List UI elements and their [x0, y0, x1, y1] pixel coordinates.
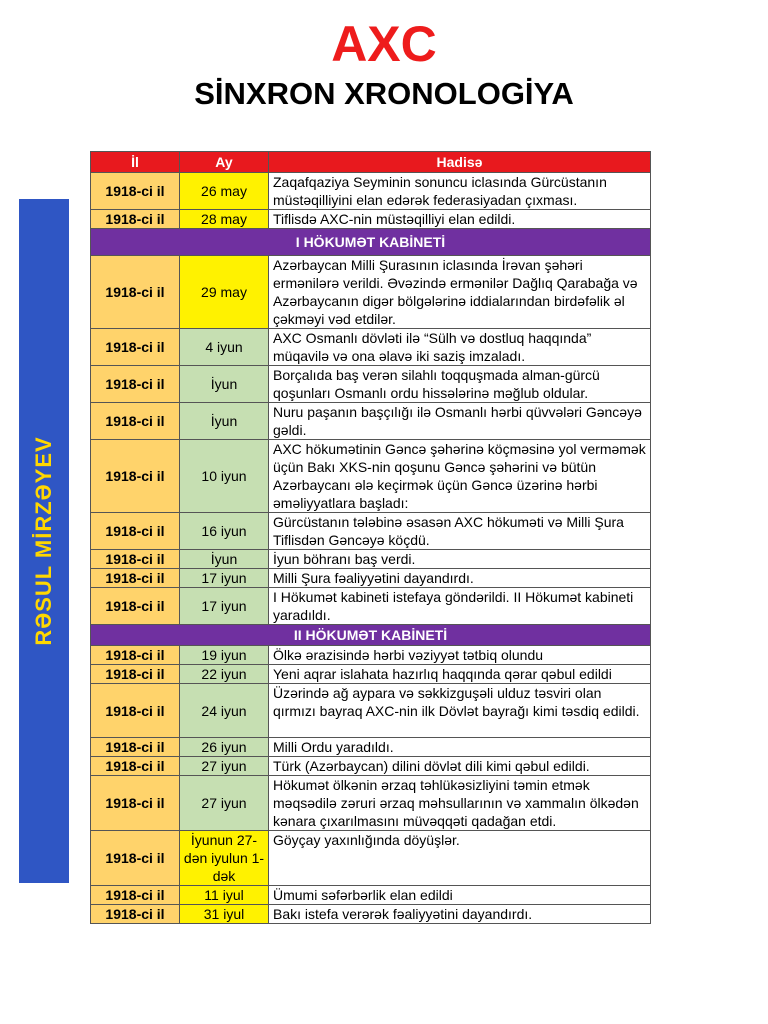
table-row [91, 646, 651, 665]
year-cell: 1918-ci il [91, 569, 180, 588]
table-row [91, 513, 651, 550]
year-cell: 1918-ci il [91, 210, 180, 229]
month-cell: 28 may [180, 210, 269, 229]
year-cell: 1918-ci il [91, 646, 180, 665]
table-row [91, 366, 651, 403]
month-cell: 17 iyun [180, 569, 269, 588]
event-cell: Bakı istefa verərək fəaliyyətini dayandırdı. [269, 905, 651, 924]
table-row [91, 665, 651, 684]
table-row [91, 757, 651, 776]
year-cell: 1918-ci il [91, 550, 180, 569]
document-subtitle: SİNXRON XRONOLOGİYA [194, 76, 574, 111]
table-row [91, 588, 651, 625]
month-cell: 16 iyun [180, 513, 269, 550]
event-cell: Zaqafqaziya Seyminin sonuncu iclasında Gürcüstanın müstəqilliyini elan edərək federasiyadan çıxması. [269, 173, 651, 210]
month-cell: 11 iyul [180, 886, 269, 905]
month-cell: İyunun 27-dən iyulun 1-dək [180, 831, 269, 886]
event-cell: Tiflisdə AXC-nin müstəqilliyi elan edildi. [269, 210, 651, 229]
event-cell: Ümumi səfərbərlik elan edildi [269, 886, 651, 905]
year-cell: 1918-ci il [91, 329, 180, 366]
month-cell: 26 iyun [180, 738, 269, 757]
table-row [91, 776, 651, 831]
author-name: RƏSUL MİRZƏYEV [31, 436, 56, 646]
event-cell: Yeni aqrar islahata hazırlıq haqqında qərar qəbul edildi [269, 665, 651, 684]
year-cell: 1918-ci il [91, 886, 180, 905]
event-cell: Azərbaycan Milli Şurasının iclasında İrəvan şəhəri ermənilərə verildi. Əvəzində ermənilər Dağlıq Qarabağa və Azərbaycanın digər bölgələrinə iddialarından birdəfəlik əl çəkməyi vəd etdilər. [269, 256, 651, 329]
month-cell: 29 may [180, 256, 269, 329]
year-cell: 1918-ci il [91, 684, 180, 738]
year-cell: 1918-ci il [91, 256, 180, 329]
event-cell: Nuru paşanın başçılığı ilə Osmanlı hərbi qüvvələri Gəncəyə gəldi. [269, 403, 651, 440]
column-header-event: Hadisə [269, 152, 651, 173]
year-cell: 1918-ci il [91, 665, 180, 684]
table-row [91, 831, 651, 886]
year-cell: 1918-ci il [91, 738, 180, 757]
year-cell: 1918-ci il [91, 905, 180, 924]
document-title: AXC [331, 16, 437, 72]
month-cell: 17 iyun [180, 588, 269, 625]
section-row-cabinet-2 [91, 625, 651, 646]
year-cell: 1918-ci il [91, 173, 180, 210]
event-cell: I Hökumət kabineti istefaya göndərildi. II Hökumət kabineti yaradıldı. [269, 588, 651, 625]
event-cell: Milli Ordu yaradıldı. [269, 738, 651, 757]
table-row [91, 210, 651, 229]
table-row [91, 403, 651, 440]
section-title: II HÖKUMƏT KABİNETİ [91, 625, 651, 646]
chronology-table [90, 151, 651, 924]
event-cell: Milli Şura fəaliyyətini dayandırdı. [269, 569, 651, 588]
section-title: I HÖKUMƏT KABİNETİ [91, 229, 651, 256]
table-header-row [91, 152, 651, 173]
table-row [91, 684, 651, 738]
month-cell: 26 may [180, 173, 269, 210]
table-row [91, 440, 651, 513]
event-cell: Hökumət ölkənin ərzaq təhlükəsizliyini təmin etmək məqsədilə zəruri ərzaq məhsullarının və xammalın ölkədən kənara çıxarılmasını müvəqqəti qadağan etdi. [269, 776, 651, 831]
table-row [91, 550, 651, 569]
column-header-month: Ay [180, 152, 269, 173]
table-row [91, 256, 651, 329]
event-cell: Gürcüstanın tələbinə əsasən AXC hökuməti və Milli Şura Tiflisdən Gəncəyə köçdü. [269, 513, 651, 550]
year-cell: 1918-ci il [91, 366, 180, 403]
month-cell: 10 iyun [180, 440, 269, 513]
event-cell: Türk (Azərbaycan) dilini dövlət dili kimi qəbul edildi. [269, 757, 651, 776]
column-header-year: İl [91, 152, 180, 173]
year-cell: 1918-ci il [91, 403, 180, 440]
year-cell: 1918-ci il [91, 831, 180, 886]
month-cell: 27 iyun [180, 776, 269, 831]
section-row-cabinet-1 [91, 229, 651, 256]
month-cell: İyun [180, 403, 269, 440]
year-cell: 1918-ci il [91, 757, 180, 776]
year-cell: 1918-ci il [91, 776, 180, 831]
event-cell: AXC Osmanlı dövləti ilə “Sülh və dostluq haqqında” müqavilə və ona əlavə iki saziş imzaladı. [269, 329, 651, 366]
month-cell: 24 iyun [180, 684, 269, 738]
month-cell: 31 iyul [180, 905, 269, 924]
table-row [91, 569, 651, 588]
event-cell: Ölkə ərazisində hərbi vəziyyət tətbiq olundu [269, 646, 651, 665]
month-cell: 19 iyun [180, 646, 269, 665]
year-cell: 1918-ci il [91, 513, 180, 550]
table-row [91, 738, 651, 757]
month-cell: İyun [180, 550, 269, 569]
table-row [91, 905, 651, 924]
month-cell: İyun [180, 366, 269, 403]
table-row [91, 886, 651, 905]
year-cell: 1918-ci il [91, 588, 180, 625]
month-cell: 22 iyun [180, 665, 269, 684]
month-cell: 4 iyun [180, 329, 269, 366]
event-cell: Üzərində ağ aypara və səkkizguşəli ulduz təsviri olan qırmızı bayraq AXC-nin ilk Dövlət bayrağı kimi təsdiq edildi. [269, 684, 651, 738]
table-row [91, 329, 651, 366]
table-row [91, 173, 651, 210]
event-cell: Göyçay yaxınlığında döyüşlər. [269, 831, 651, 886]
event-cell: AXC hökumətinin Gəncə şəhərinə köçməsinə yol verməmək üçün Bakı XKS-nin qoşunu Gəncə şəhərini və bütün Azərbaycanı ələ keçirmək üçün Gəncə üzərinə hərbi əməliyyatlara başladı: [269, 440, 651, 513]
event-cell: Borçalıda baş verən silahlı toqquşmada alman-gürcü qoşunları Osmanlı ordu hissələrinə məğlub oldular. [269, 366, 651, 403]
year-cell: 1918-ci il [91, 440, 180, 513]
event-cell: İyun böhranı baş verdi. [269, 550, 651, 569]
month-cell: 27 iyun [180, 757, 269, 776]
